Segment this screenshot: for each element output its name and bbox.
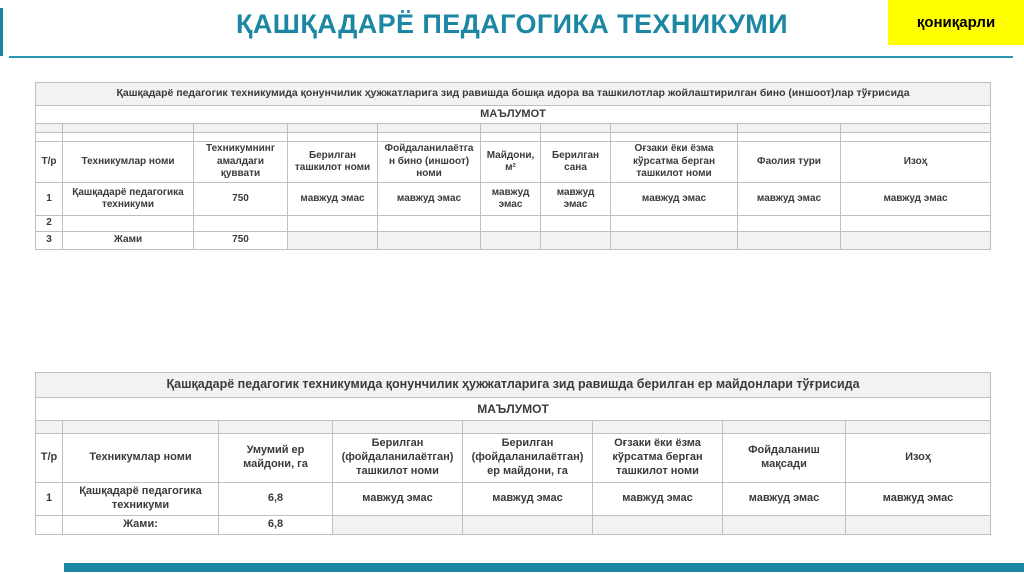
table-cell: мавжуд эмас	[846, 483, 991, 516]
land-table-subtitle: МАЪЛУМОТ	[36, 398, 991, 421]
column-header: Изоҳ	[846, 434, 991, 483]
table-cell: мавжуд эмас	[541, 183, 611, 216]
table-cell	[378, 231, 481, 249]
spacer-cell	[841, 133, 991, 142]
column-header: Техникумнинг амалдаги қуввати	[194, 142, 288, 183]
column-header: Фойдаланилаётган бино (иншоот) номи	[378, 142, 481, 183]
table-cell	[194, 216, 288, 232]
spacer-cell	[463, 421, 593, 434]
table-cell	[611, 231, 738, 249]
spacer-cell	[611, 133, 738, 142]
column-header: Берилган (фойдаланилаётган) ташкилот номи	[333, 434, 463, 483]
table-cell	[463, 516, 593, 535]
spacer-cell	[288, 133, 378, 142]
table-cell	[378, 216, 481, 232]
spacer-cell	[63, 421, 219, 434]
row-number	[36, 516, 63, 535]
table-cell	[841, 231, 991, 249]
table-cell	[846, 516, 991, 535]
column-header: Берилган (фойдаланилаётган) ер майдони, га	[463, 434, 593, 483]
column-header: Оғзаки ёки ёзма кўрсатма берган ташкилот номи	[593, 434, 723, 483]
spacer-cell	[288, 124, 378, 133]
spacer-cell	[333, 421, 463, 434]
table-cell	[738, 216, 841, 232]
spacer-cell	[846, 421, 991, 434]
table-cell	[541, 216, 611, 232]
land-table-title: Қашқадарё педагогик техникумида қонунчилик ҳужжатларига зид равишда берилган ер майдонлари тўғрисида	[36, 373, 991, 398]
spacer-cell	[723, 421, 846, 434]
total-label: Жами	[63, 231, 194, 249]
table-cell	[738, 231, 841, 249]
spacer-cell	[481, 133, 541, 142]
table-cell	[611, 216, 738, 232]
total-label: Жами:	[63, 516, 219, 535]
table-cell: 6,8	[219, 483, 333, 516]
spacer-cell	[36, 421, 63, 434]
spacer-cell	[738, 124, 841, 133]
spacer-cell	[194, 133, 288, 142]
spacer-cell	[611, 124, 738, 133]
table-cell: мавжуд эмас	[378, 183, 481, 216]
table-cell	[288, 231, 378, 249]
table-cell: мавжуд эмас	[738, 183, 841, 216]
column-header: Фойдаланиш мақсади	[723, 434, 846, 483]
table-cell: Қашқадарё педагогика техникуми	[63, 483, 219, 516]
table-cell: мавжуд эмас	[611, 183, 738, 216]
building-table-subtitle: МАЪЛУМОТ	[36, 106, 991, 124]
table-cell	[481, 216, 541, 232]
spacer-cell	[593, 421, 723, 434]
row-number: 2	[36, 216, 63, 232]
building-table	[35, 82, 991, 250]
table-cell	[333, 516, 463, 535]
row-number: 1	[36, 183, 63, 216]
land-table	[35, 372, 991, 535]
table-cell: мавжуд эмас	[463, 483, 593, 516]
spacer-cell	[63, 124, 194, 133]
table-cell: мавжуд эмас	[481, 183, 541, 216]
column-header: Техникумлар номи	[63, 434, 219, 483]
table-cell: мавжуд эмас	[333, 483, 463, 516]
spacer-cell	[378, 133, 481, 142]
table-cell: мавжуд эмас	[288, 183, 378, 216]
spacer-cell	[481, 124, 541, 133]
table-cell	[593, 516, 723, 535]
header-divider	[9, 56, 1013, 58]
column-header: Т/р	[36, 434, 63, 483]
spacer-cell	[541, 124, 611, 133]
spacer-cell	[36, 133, 63, 142]
table-cell: мавжуд эмас	[841, 183, 991, 216]
column-header: Т/р	[36, 142, 63, 183]
column-header: Оғзаки ёки ёзма кўрсатма берган ташкилот номи	[611, 142, 738, 183]
page-title: ҚАШҚАДАРЁ ПЕДАГОГИКА ТЕХНИКУМИ	[236, 9, 788, 39]
table-cell	[541, 231, 611, 249]
spacer-cell	[378, 124, 481, 133]
row-number: 3	[36, 231, 63, 249]
column-header: Берилган сана	[541, 142, 611, 183]
spacer-cell	[194, 124, 288, 133]
spacer-cell	[841, 124, 991, 133]
spacer-cell	[36, 124, 63, 133]
table-cell	[723, 516, 846, 535]
column-header: Техникумлар номи	[63, 142, 194, 183]
table-cell	[841, 216, 991, 232]
spacer-cell	[541, 133, 611, 142]
status-badge[interactable]: қониқарли	[888, 0, 1024, 45]
column-header: Фаолия тури	[738, 142, 841, 183]
spacer-cell	[738, 133, 841, 142]
spacer-cell	[63, 133, 194, 142]
table-cell	[288, 216, 378, 232]
column-header: Умумий ер майдони, га	[219, 434, 333, 483]
table-cell: мавжуд эмас	[593, 483, 723, 516]
row-number: 1	[36, 483, 63, 516]
column-header: Берилган ташкилот номи	[288, 142, 378, 183]
building-table-title: Қашқадарё педагогик техникумида қонунчилик ҳужжатларига зид равишда бошқа идора ва ташкилотлар жойлаштирилган бино (иншоот)лар тўғрисида	[36, 83, 991, 106]
total-value: 750	[194, 231, 288, 249]
column-header: Майдони, м²	[481, 142, 541, 183]
footer-accent-bar	[64, 563, 1024, 572]
table-cell: мавжуд эмас	[723, 483, 846, 516]
table-cell	[63, 216, 194, 232]
spacer-cell	[219, 421, 333, 434]
table-cell	[481, 231, 541, 249]
column-header: Изоҳ	[841, 142, 991, 183]
table-cell: 750	[194, 183, 288, 216]
table-cell: Қашқадарё педагогика техникуми	[63, 183, 194, 216]
total-value: 6,8	[219, 516, 333, 535]
